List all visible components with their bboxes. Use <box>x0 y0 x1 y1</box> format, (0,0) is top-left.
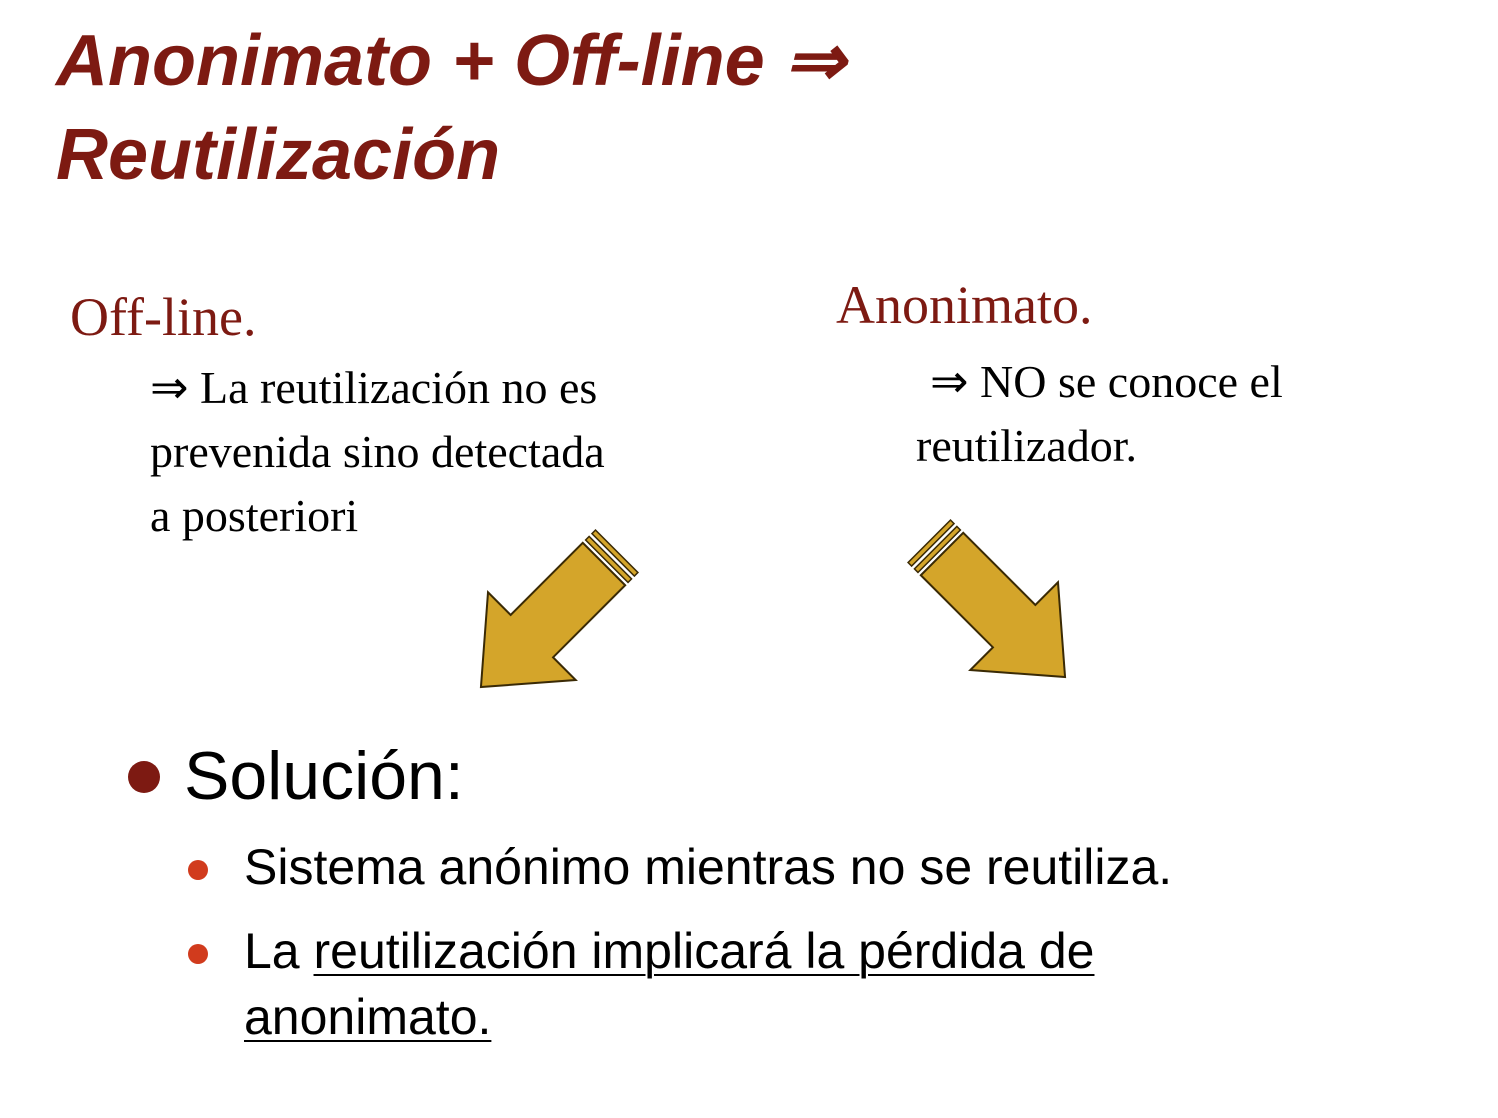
arrow-down-right-icon <box>440 530 660 730</box>
solution-item-1 <box>244 834 1172 900</box>
title-line-2: Reutilización <box>56 115 501 195</box>
slide-title <box>56 14 1156 202</box>
anonimato-heading: Anonimato. <box>836 275 1093 335</box>
offline-heading: Off-line. <box>70 287 257 347</box>
offline-description <box>150 356 605 548</box>
offline-line-1: ⇒ La reutilización no es <box>150 362 598 413</box>
solution-label: Solución: <box>184 738 464 814</box>
offline-line-3: a posteriori <box>150 490 359 541</box>
solution-item-2-prefix: La <box>244 923 314 979</box>
offline-line-2: prevenida sino detectada <box>150 426 605 477</box>
solution-item-1-text: Sistema anónimo mientras no se reutiliza. <box>244 839 1173 895</box>
bullet-dot-icon <box>128 761 160 793</box>
anonimato-line-1: ⇒ NO se conoce el <box>930 356 1283 407</box>
anonimato-description <box>916 350 1283 478</box>
anonimato-line-2: reutilizador. <box>916 420 1137 471</box>
title-line-1: Anonimato + Off-line ⇒ <box>56 21 846 101</box>
arrow-down-left-icon <box>900 520 1120 720</box>
solution-bullet <box>128 736 464 816</box>
sub-bullet-dot-icon <box>188 860 208 880</box>
solution-item-2-underlined-2: anonimato. <box>244 989 492 1045</box>
solution-item-2-underlined-1: reutilización implicará la pérdida de <box>313 923 1095 979</box>
solution-item-2 <box>244 918 1094 1050</box>
sub-bullet-dot-icon <box>188 944 208 964</box>
